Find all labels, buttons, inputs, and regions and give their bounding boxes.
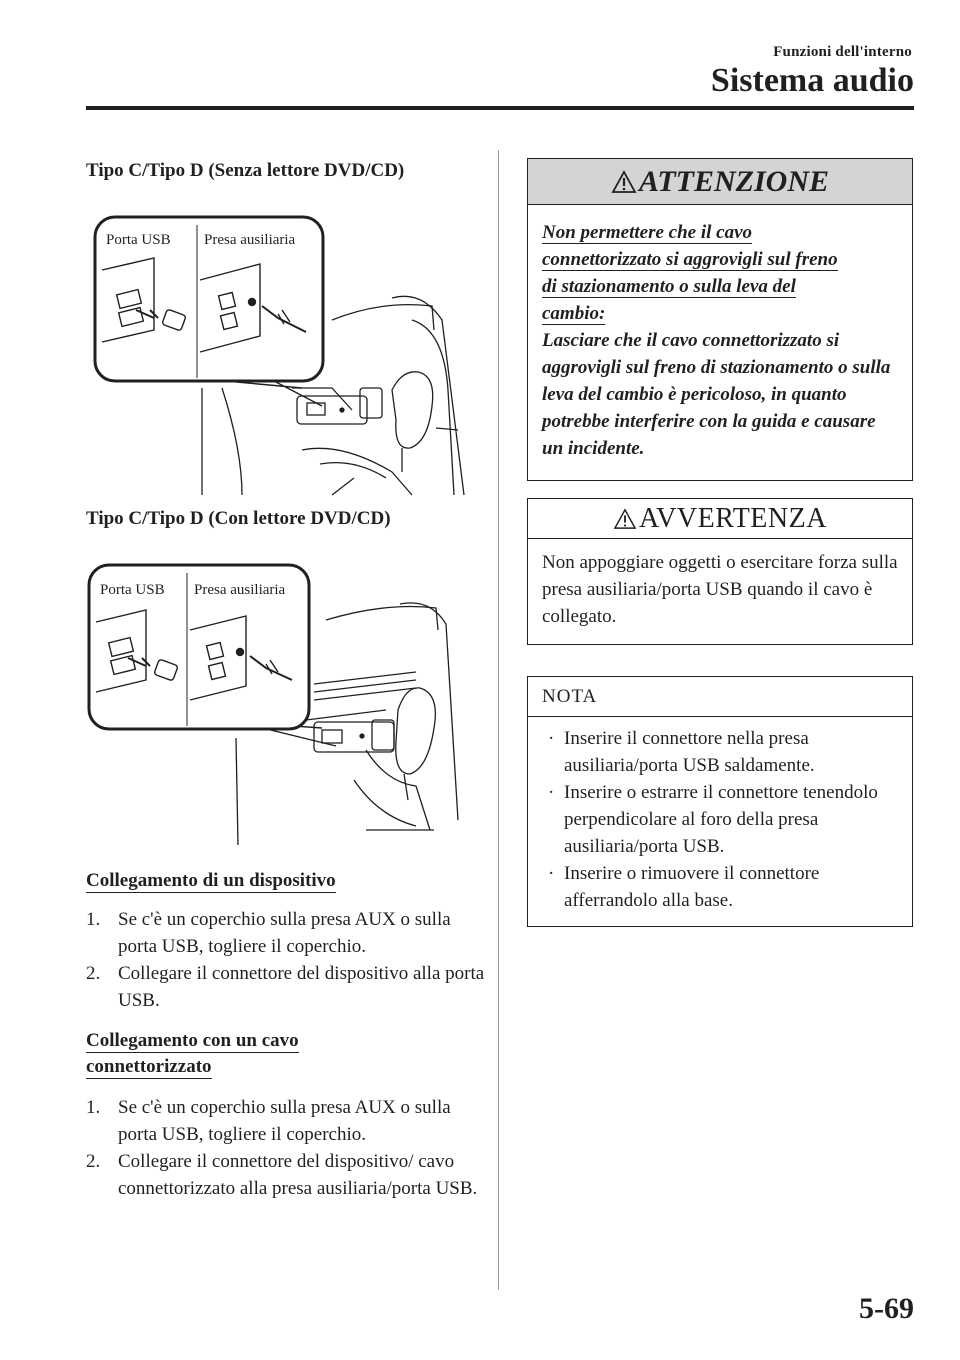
note-item [542,779,900,860]
column-divider [498,150,499,1290]
label-usb-port: Porta USB [100,582,165,598]
section-heading-cable-line2: connettorizzato [86,1056,212,1077]
note-item [542,725,900,779]
note-header: NOTA [528,677,912,717]
warning-triangle-icon [611,170,637,194]
step-number: 2. [86,963,101,984]
note-item-text: Inserire o rimuovere il connettore afferrandolo alla base. [564,863,820,911]
section-heading-device-text: Collegamento di un dispositivo [86,870,336,891]
label-usb-port: Porta USB [106,232,171,248]
note-bullet: · [548,728,555,749]
running-header-section: Funzioni dell'interno [773,44,912,60]
warning-header [528,159,912,205]
step-number: 1. [86,909,101,930]
warning-lead-line: di stazionamento o sulla leva del [542,276,796,297]
section-heading-cable-line1: Collegamento con un cavo [86,1030,299,1051]
step-text: Se c'è un coperchio sulla presa AUX o sulla porta USB, togliere il coperchio. [118,909,451,957]
figure-1-heading: Tipo C/Tipo D (Senza lettore DVD/CD) [86,160,405,181]
caution-body: Non appoggiare oggetti o esercitare forza sulla presa ausiliaria/porta USB quando il cavo è collegato. [542,552,898,627]
label-aux-jack: Presa ausiliaria [204,232,296,248]
figure-2-heading: Tipo C/Tipo D (Con lettore DVD/CD) [86,508,391,529]
figure-2-illustration [86,560,466,850]
caution-triangle-icon [613,508,637,530]
steps-device [86,906,486,1014]
step-text: Collegare il connettore del dispositivo/ cavo connettorizzato alla presa ausiliaria/porta USB. [118,1151,478,1199]
warning-box [527,158,913,481]
note-bullet: · [548,782,555,803]
page-number: 5-69 [859,1292,914,1325]
warning-body: Lasciare che il cavo connettorizzato si aggrovigli sul freno di stazionamento o sulla leva del cambio è pericoloso, in quanto potrebbe interferire con la guida e causare un incidente. [542,330,891,459]
step-number: 1. [86,1097,101,1118]
step-text: Collegare il connettore del dispositivo alla porta USB. [118,963,485,1011]
caution-title: AVVERTENZA [639,502,827,534]
caution-header [528,499,912,539]
steps-cable [86,1094,486,1202]
label-aux-jack: Presa ausiliaria [194,582,286,598]
warning-lead [542,219,900,327]
warning-lead-line: cambio: [542,303,606,324]
warning-lead-line: Non permettere che il cavo [542,222,753,243]
figure-1-illustration [92,210,472,500]
caution-box [527,498,913,645]
warning-title: ATTENZIONE [638,164,830,198]
note-item-text: Inserire il connettore nella presa ausiliaria/porta USB saldamente. [564,728,815,776]
section-heading-device [86,868,336,894]
note-item [542,860,900,914]
note-box [527,676,913,927]
warning-lead-line: connettorizzato si aggrovigli sul freno [542,249,838,270]
running-header-title: Sistema audio [710,62,914,99]
step-text: Se c'è un coperchio sulla presa AUX o sulla porta USB, togliere il coperchio. [118,1097,451,1145]
step-item [86,960,486,1014]
note-list [542,725,900,914]
step-number: 2. [86,1151,101,1172]
step-item [86,906,486,960]
step-item [86,1148,486,1202]
step-item [86,1094,486,1148]
header-rule [86,106,914,110]
section-heading-cable [86,1028,299,1080]
note-item-text: Inserire o estrarre il connettore tenendolo perpendicolare al foro della presa ausiliaria/porta USB. [564,782,878,857]
note-bullet: · [548,863,555,884]
